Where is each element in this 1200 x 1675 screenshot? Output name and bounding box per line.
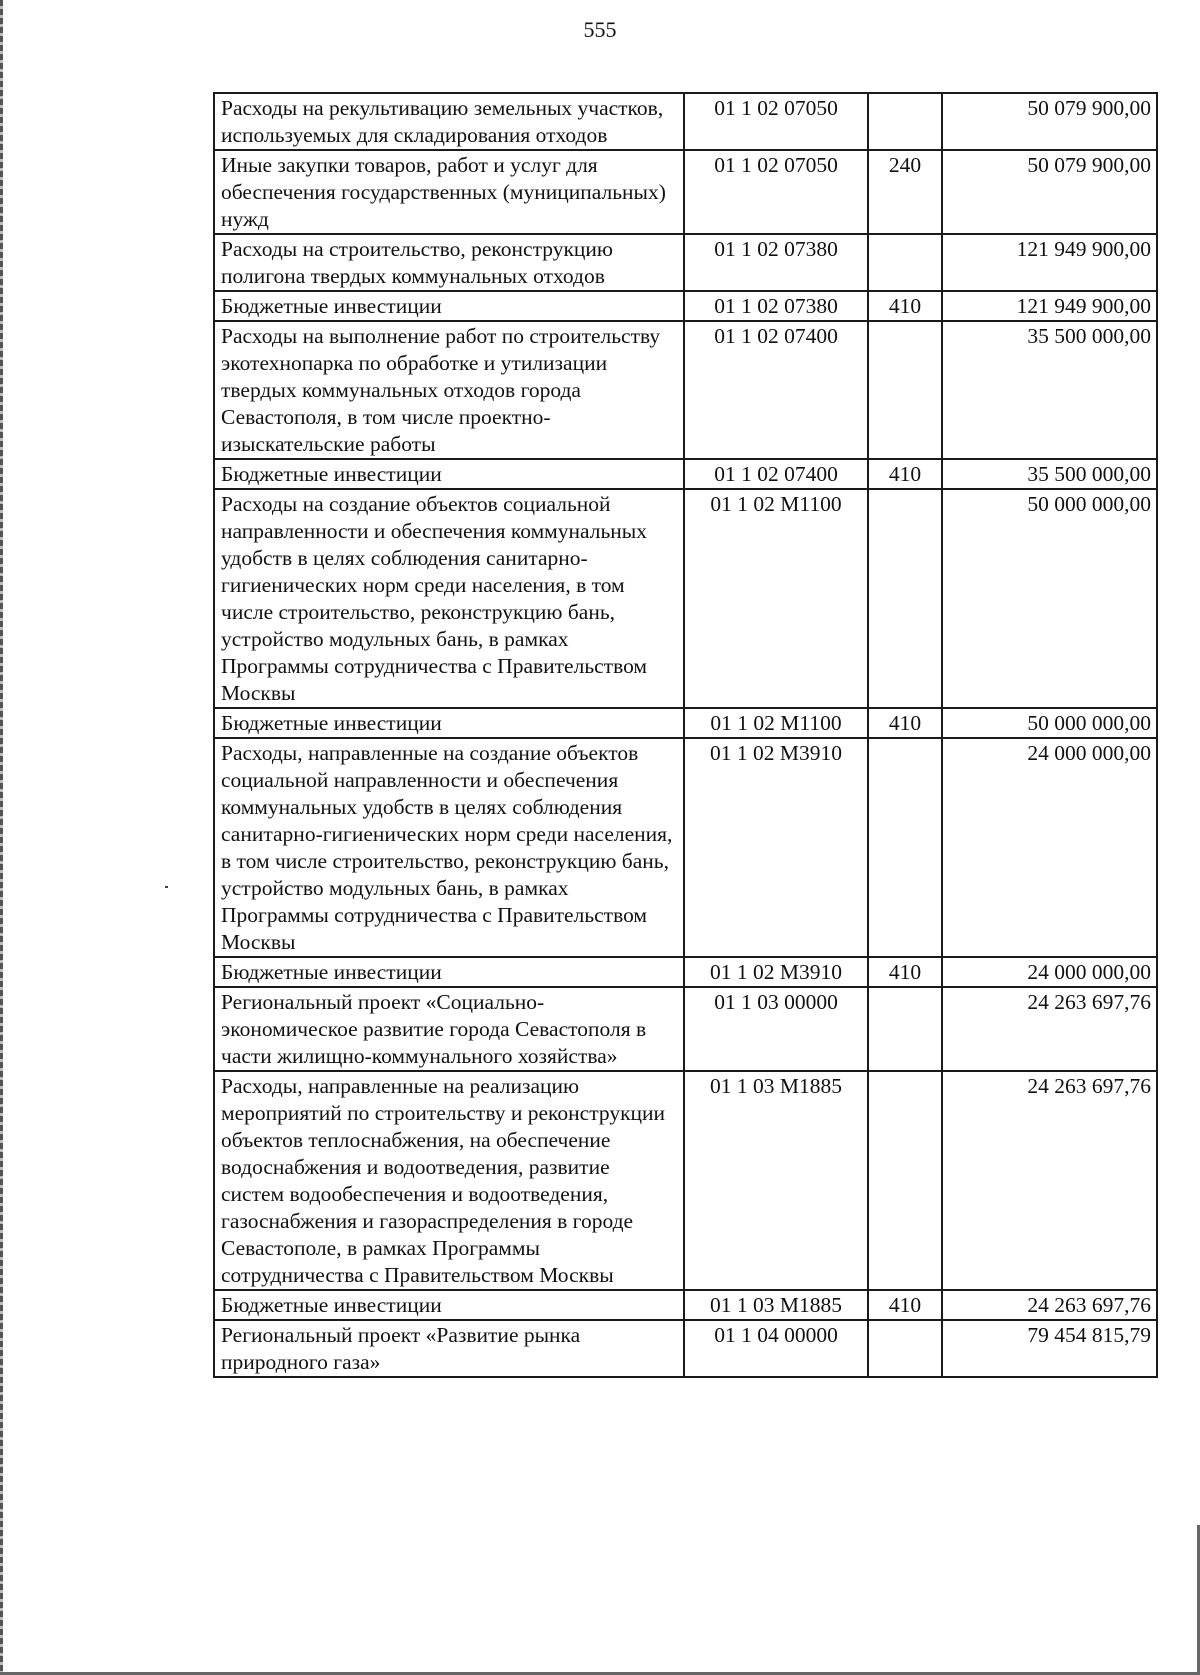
expense-name: Бюджетные инвестиции — [214, 1290, 684, 1320]
target-article-code: 01 1 02 07400 — [684, 459, 868, 489]
table-row — [214, 957, 1157, 987]
expense-type-code: 410 — [868, 957, 942, 987]
target-article-code: 01 1 03 00000 — [684, 987, 868, 1071]
target-article-code: 01 1 03 M1885 — [684, 1290, 868, 1320]
table-row — [214, 93, 1157, 150]
table-row — [214, 234, 1157, 291]
expense-type-code — [868, 321, 942, 459]
expense-name: Расходы на строительство, реконструкцию полигона твердых коммунальных отходов — [214, 234, 684, 291]
target-article-code: 01 1 02 07050 — [684, 150, 868, 234]
table-row — [214, 459, 1157, 489]
amount: 79 454 815,79 — [942, 1320, 1157, 1377]
target-article-code: 01 1 02 07050 — [684, 93, 868, 150]
amount: 50 079 900,00 — [942, 150, 1157, 234]
table-row — [214, 321, 1157, 459]
expense-name: Бюджетные инвестиции — [214, 708, 684, 738]
expense-name: Региональный проект «Социально-экономическое развитие города Севастополя в части жилищно-коммунального хозяйства» — [214, 987, 684, 1071]
expense-type-code — [868, 1320, 942, 1377]
expense-type-code: 410 — [868, 1290, 942, 1320]
amount: 50 079 900,00 — [942, 93, 1157, 150]
budget-table — [213, 92, 1158, 1378]
amount: 121 949 900,00 — [942, 291, 1157, 321]
table-row — [214, 708, 1157, 738]
amount: 35 500 000,00 — [942, 321, 1157, 459]
expense-name: Региональный проект «Развитие рынка природного газа» — [214, 1320, 684, 1377]
amount: 35 500 000,00 — [942, 459, 1157, 489]
expense-type-code — [868, 489, 942, 708]
table-row — [214, 987, 1157, 1071]
expense-name: Расходы на создание объектов социальной направленности и обеспечения коммунальных удобств в целях соблюдения санитарно-гигиенических норм среди населения, в том числе строительство, реконструкцию бань, устройство модульных бань, в рамках Программы сотрудничества с Правительством Москвы — [214, 489, 684, 708]
expense-name: Расходы на выполнение работ по строительству экотехнопарка по обработке и утилизации твердых коммунальных отходов города Севастополя, в том числе проектно-изыскательские работы — [214, 321, 684, 459]
expense-type-code: 410 — [868, 291, 942, 321]
amount: 24 263 697,76 — [942, 987, 1157, 1071]
expense-type-code: 240 — [868, 150, 942, 234]
scan-edge-left — [0, 0, 3, 1675]
expense-type-code: 410 — [868, 459, 942, 489]
table-row — [214, 738, 1157, 957]
expense-name: Расходы, направленные на реализацию мероприятий по строительству и реконструкции объектов теплоснабжения, на обеспечение водоснабжения и водоотведения, развитие систем водообеспечения и водоотведения, газоснабжения и газораспределения в городе Севастополе, в рамках Программы сотрудничества с Правительством Москвы — [214, 1071, 684, 1290]
expense-name: Расходы, направленные на создание объектов социальной направленности и обеспечения коммунальных удобств в целях соблюдения санитарно-гигиенических норм среди населения, в том числе строительство, реконструкцию бань, устройство модульных бань, в рамках Программы сотрудничества с Правительством Москвы — [214, 738, 684, 957]
expense-type-code — [868, 93, 942, 150]
target-article-code: 01 1 03 M1885 — [684, 1071, 868, 1290]
expense-name: Бюджетные инвестиции — [214, 291, 684, 321]
table-row — [214, 489, 1157, 708]
expense-name: Бюджетные инвестиции — [214, 459, 684, 489]
expense-type-code — [868, 1071, 942, 1290]
table-row — [214, 1071, 1157, 1290]
target-article-code: 01 1 02 M3910 — [684, 738, 868, 957]
table-row — [214, 291, 1157, 321]
table-row — [214, 1290, 1157, 1320]
expense-name: Расходы на рекультивацию земельных участков, используемых для складирования отходов — [214, 93, 684, 150]
expense-type-code: 410 — [868, 708, 942, 738]
table-row — [214, 150, 1157, 234]
amount: 24 000 000,00 — [942, 957, 1157, 987]
expense-type-code — [868, 738, 942, 957]
table-row — [214, 1320, 1157, 1377]
amount: 50 000 000,00 — [942, 708, 1157, 738]
expense-name: Иные закупки товаров, работ и услуг для обеспечения государственных (муниципальных) нужд — [214, 150, 684, 234]
amount: 24 000 000,00 — [942, 738, 1157, 957]
target-article-code: 01 1 02 M1100 — [684, 708, 868, 738]
target-article-code: 01 1 02 07400 — [684, 321, 868, 459]
scan-speck — [165, 886, 168, 888]
target-article-code: 01 1 02 M1100 — [684, 489, 868, 708]
target-article-code: 01 1 02 07380 — [684, 234, 868, 291]
page-number: 555 — [583, 17, 617, 42]
amount: 24 263 697,76 — [942, 1290, 1157, 1320]
amount: 24 263 697,76 — [942, 1071, 1157, 1290]
amount: 50 000 000,00 — [942, 489, 1157, 708]
expense-name: Бюджетные инвестиции — [214, 957, 684, 987]
expense-type-code — [868, 234, 942, 291]
target-article-code: 01 1 04 00000 — [684, 1320, 868, 1377]
target-article-code: 01 1 02 M3910 — [684, 957, 868, 987]
expense-type-code — [868, 987, 942, 1071]
amount: 121 949 900,00 — [942, 234, 1157, 291]
target-article-code: 01 1 02 07380 — [684, 291, 868, 321]
